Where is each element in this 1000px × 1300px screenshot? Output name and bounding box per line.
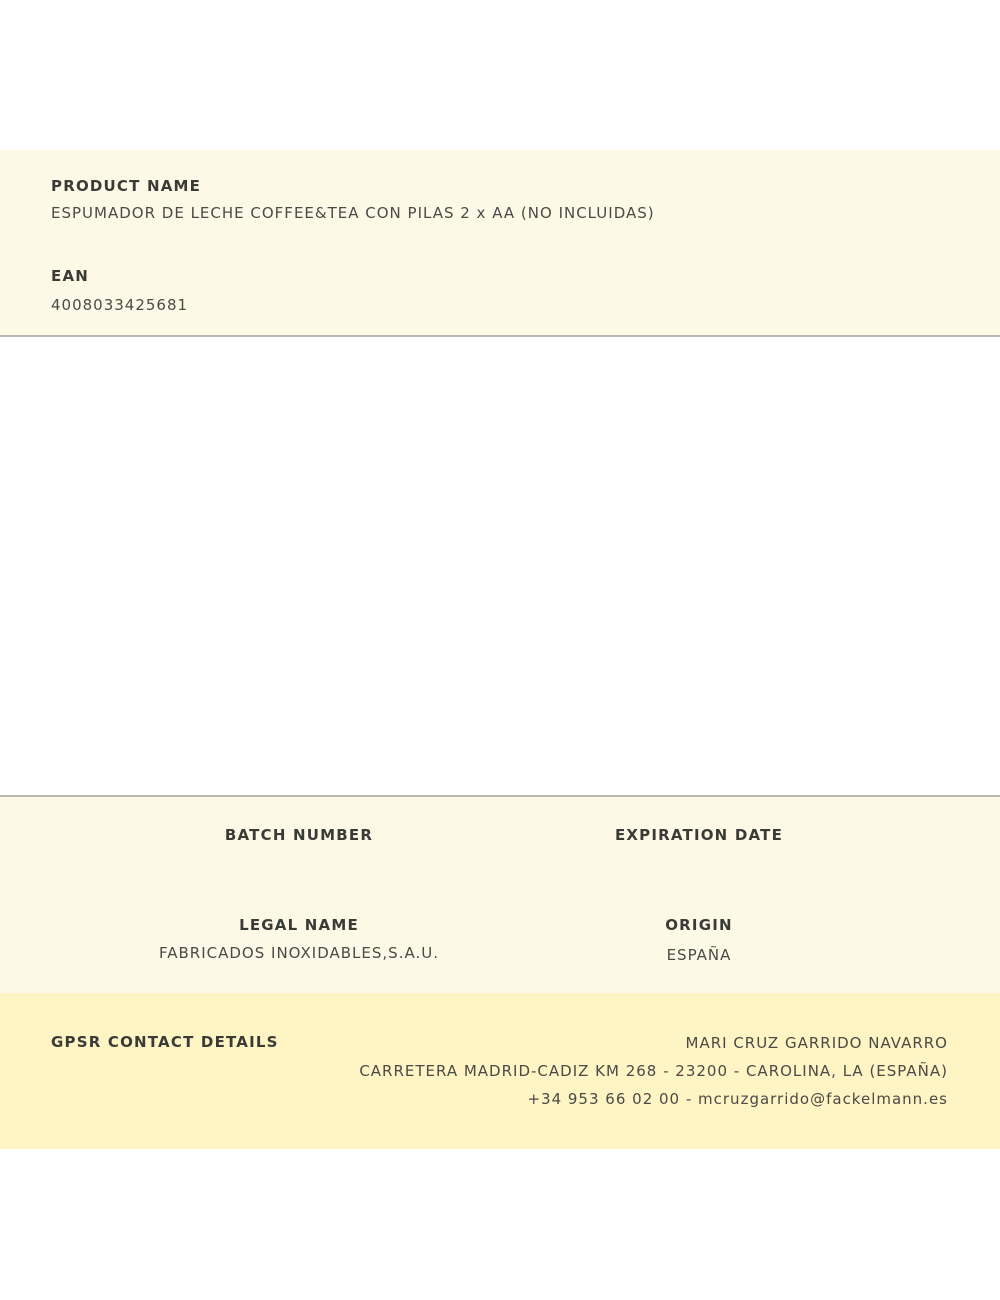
origin-field: [500, 915, 898, 934]
legal-name-value: FABRICADOS INOXIDABLES,S.A.U.: [159, 944, 439, 962]
expiration-date-label: EXPIRATION DATE: [614, 826, 784, 844]
gpsr-contact-label: GPSR CONTACT DETAILS: [51, 1033, 279, 1051]
ean-value: 4008033425681: [51, 296, 189, 314]
gpsr-contact-details: [359, 1033, 948, 1117]
product-section: [0, 150, 1000, 337]
ean-label: EAN: [51, 267, 90, 285]
legal-name-field: [100, 915, 498, 934]
product-name-value: ESPUMADOR DE LECHE COFFEE&TEA CON PILAS 2 x AA (NO INCLUIDAS): [51, 204, 655, 222]
gpsr-contact-phone-email: +34 953 66 02 00 - mcruzgarrido@fackelmann.es: [527, 1090, 948, 1108]
expiration-date-field: [500, 825, 898, 844]
batch-number-field: [100, 825, 498, 844]
gpsr-section: [0, 993, 1000, 1149]
batch-section: [0, 795, 1000, 995]
batch-number-label: BATCH NUMBER: [224, 826, 374, 844]
origin-value-wrap: [500, 945, 898, 964]
gpsr-contact-name: MARI CRUZ GARRIDO NAVARRO: [685, 1034, 948, 1052]
origin-label: ORIGIN: [665, 916, 733, 934]
legal-name-label: LEGAL NAME: [239, 916, 359, 934]
gpsr-contact-address: CARRETERA MADRID-CADIZ KM 268 - 23200 - CAROLINA, LA (ESPAÑA): [359, 1062, 948, 1080]
origin-value: ESPAÑA: [666, 946, 732, 964]
product-name-label: PRODUCT NAME: [51, 177, 202, 195]
legal-name-value-wrap: [100, 943, 498, 962]
